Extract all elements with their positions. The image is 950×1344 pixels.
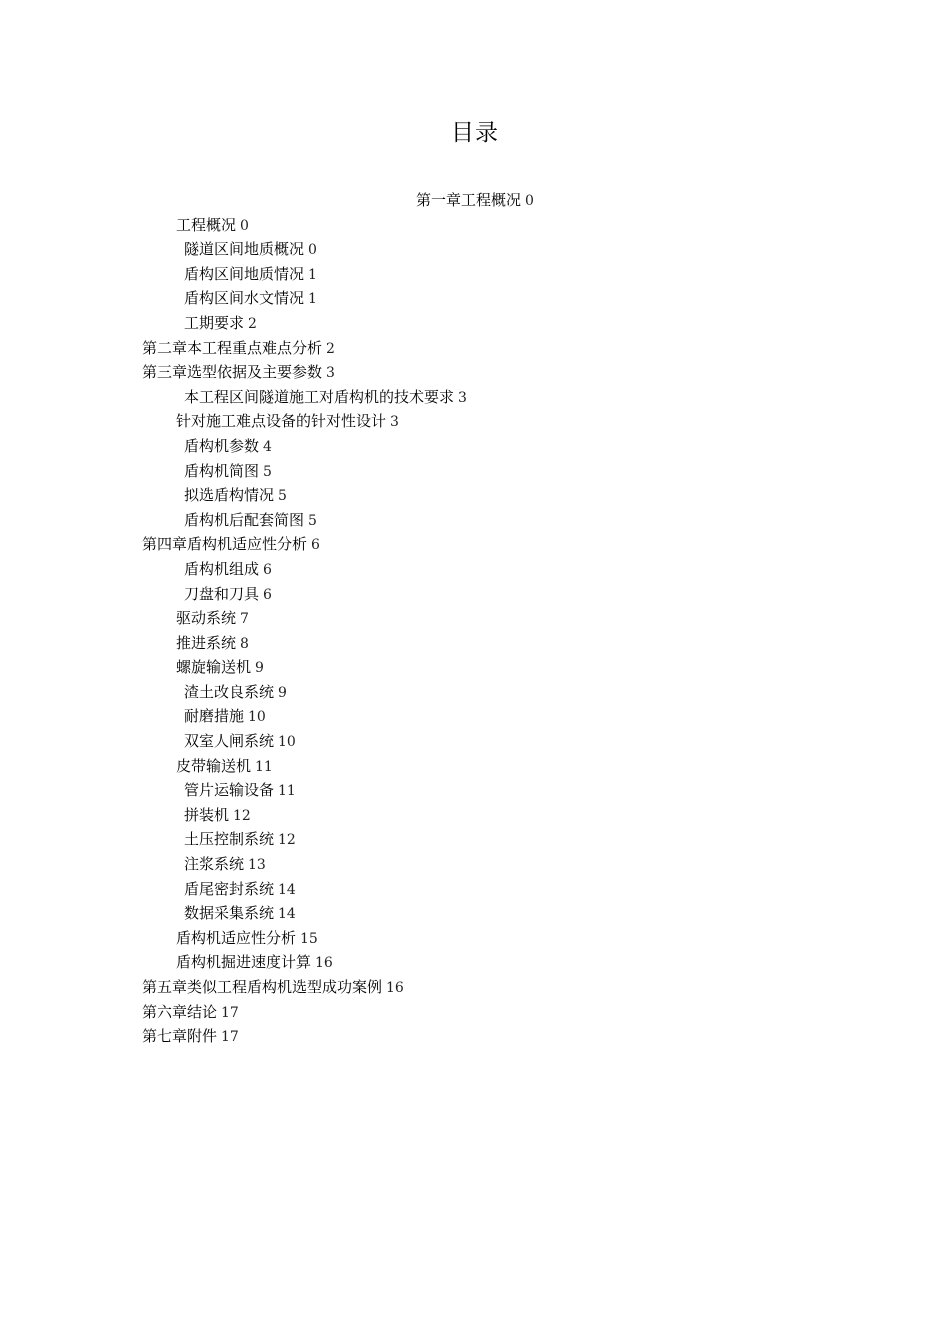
toc-entry-title: 第六章结论 bbox=[142, 1002, 218, 1021]
toc-entry-page-number: 2 bbox=[248, 315, 257, 332]
toc-entry[interactable] bbox=[0, 729, 950, 754]
toc-entry-title: 推进系统 bbox=[176, 633, 237, 652]
toc-entry[interactable] bbox=[0, 311, 950, 336]
toc-entry-title: 驱动系统 bbox=[176, 609, 237, 628]
toc-entry[interactable] bbox=[0, 655, 950, 680]
toc-entry-title: 渣土改良系统 bbox=[184, 682, 275, 701]
toc-entry-title: 耐磨措施 bbox=[184, 707, 245, 726]
toc-entry-page-number: 17 bbox=[221, 1029, 239, 1046]
toc-entry-page-number: 10 bbox=[278, 734, 296, 751]
toc-entry-title: 第七章附件 bbox=[142, 1027, 218, 1046]
toc-entry-title: 数据采集系统 bbox=[184, 904, 275, 923]
toc-entry[interactable] bbox=[0, 606, 950, 631]
toc-entry[interactable] bbox=[0, 1000, 950, 1025]
toc-entry[interactable] bbox=[0, 213, 950, 238]
toc-entry[interactable] bbox=[0, 877, 950, 902]
toc-entry[interactable] bbox=[0, 950, 950, 975]
toc-entry-title: 盾构区间水文情况 bbox=[184, 289, 305, 308]
toc-entry[interactable] bbox=[0, 336, 950, 361]
toc-entry[interactable] bbox=[0, 778, 950, 803]
toc-entry-title: 盾构机组成 bbox=[184, 559, 260, 578]
toc-entry-page-number: 16 bbox=[386, 980, 404, 996]
toc-entry[interactable] bbox=[0, 582, 950, 607]
toc-entry-page-number: 4 bbox=[263, 438, 272, 455]
toc-entry-title: 双室人闸系统 bbox=[184, 732, 275, 751]
toc-entry-title: 管片运输设备 bbox=[184, 781, 275, 800]
toc-entry[interactable] bbox=[0, 754, 950, 779]
toc-entry[interactable] bbox=[0, 803, 950, 828]
toc-entry-title: 第一章工程概况 bbox=[416, 191, 522, 209]
toc-entry-page-number: 14 bbox=[278, 881, 296, 898]
toc-entry-title: 第五章类似工程盾构机选型成功案例 bbox=[142, 978, 383, 996]
toc-entry-title: 盾构区间地质情况 bbox=[184, 264, 305, 283]
toc-entry-page-number: 0 bbox=[525, 193, 534, 209]
toc-entry-page-number: 5 bbox=[278, 488, 287, 505]
toc-entry-title: 拼装机 bbox=[184, 805, 230, 824]
toc-entry-page-number: 12 bbox=[278, 832, 296, 849]
toc-entry[interactable] bbox=[0, 631, 950, 656]
toc-entry-title: 工期要求 bbox=[184, 313, 245, 332]
toc-entry-page-number: 3 bbox=[326, 365, 335, 382]
toc-entry-page-number: 13 bbox=[248, 857, 266, 874]
toc-entry[interactable] bbox=[0, 508, 950, 533]
toc-entry[interactable] bbox=[0, 926, 950, 951]
toc-entry-page-number: 10 bbox=[248, 709, 266, 726]
toc-entry-title: 工程概况 bbox=[176, 215, 237, 234]
toc-entry-page-number: 9 bbox=[255, 660, 264, 677]
toc-entry[interactable] bbox=[0, 262, 950, 287]
toc-entry-page-number: 16 bbox=[315, 955, 333, 972]
toc-entry-page-number: 7 bbox=[240, 611, 249, 628]
toc-entry-title: 盾构机参数 bbox=[184, 436, 260, 455]
toc-entry-page-number: 1 bbox=[308, 266, 317, 283]
toc-entry-title: 盾构机掘进速度计算 bbox=[176, 953, 312, 972]
toc-entry-title: 刀盘和刀具 bbox=[184, 584, 260, 603]
toc-entry-page-number: 0 bbox=[308, 242, 317, 259]
toc-entry-title: 第二章本工程重点难点分析 bbox=[142, 338, 323, 357]
toc-entry[interactable] bbox=[0, 827, 950, 852]
toc-entry-title: 盾构机后配套简图 bbox=[184, 510, 305, 529]
toc-entry-title: 螺旋输送机 bbox=[176, 658, 252, 677]
toc-entry[interactable] bbox=[0, 360, 950, 385]
toc-entry-title: 第四章盾构机适应性分析 bbox=[142, 535, 308, 554]
toc-entry[interactable] bbox=[0, 286, 950, 311]
toc-entry[interactable] bbox=[0, 188, 950, 213]
toc-entry-page-number: 11 bbox=[278, 783, 296, 800]
toc-entry-title: 土压控制系统 bbox=[184, 830, 275, 849]
toc-entry[interactable] bbox=[0, 385, 950, 410]
toc-entry[interactable] bbox=[0, 901, 950, 926]
toc-entry-title: 针对施工难点设备的针对性设计 bbox=[176, 412, 387, 431]
toc-entry-page-number: 6 bbox=[263, 586, 272, 603]
toc-entry-title: 注浆系统 bbox=[184, 855, 245, 874]
toc-entry-title: 盾构机简图 bbox=[184, 461, 260, 480]
toc-entry-page-number: 6 bbox=[311, 537, 320, 554]
toc-entry[interactable] bbox=[0, 852, 950, 877]
toc-entry-page-number: 8 bbox=[240, 635, 249, 652]
toc-entry-page-number: 17 bbox=[221, 1004, 239, 1021]
toc-entry-page-number: 3 bbox=[458, 389, 467, 406]
toc-entry-page-number: 9 bbox=[278, 684, 287, 701]
toc-entry-page-number: 1 bbox=[308, 291, 317, 308]
toc-entry-page-number: 12 bbox=[233, 807, 251, 824]
toc-entry[interactable] bbox=[0, 680, 950, 705]
toc-entry[interactable] bbox=[0, 409, 950, 434]
toc-entry-page-number: 11 bbox=[255, 758, 273, 775]
toc-entry-title: 皮带输送机 bbox=[176, 756, 252, 775]
toc-entry[interactable] bbox=[0, 459, 950, 484]
toc-entry[interactable] bbox=[0, 975, 950, 1000]
toc-entry-page-number: 2 bbox=[326, 340, 335, 357]
toc-entry-page-number: 5 bbox=[263, 463, 272, 480]
toc-entry-title: 本工程区间隧道施工对盾构机的技术要求 bbox=[184, 387, 455, 406]
toc-entry-title: 盾尾密封系统 bbox=[184, 879, 275, 898]
toc-entry-title: 隧道区间地质概况 bbox=[184, 240, 305, 259]
toc-entry-page-number: 15 bbox=[300, 930, 318, 947]
toc-entry-title: 第三章选型依据及主要参数 bbox=[142, 363, 323, 382]
toc-entry[interactable] bbox=[0, 557, 950, 582]
toc-entry-title: 盾构机适应性分析 bbox=[176, 928, 297, 947]
toc-entry[interactable] bbox=[0, 532, 950, 557]
toc-entry[interactable] bbox=[0, 1024, 950, 1049]
toc-entry[interactable] bbox=[0, 704, 950, 729]
toc-entry[interactable] bbox=[0, 483, 950, 508]
toc-entry-page-number: 6 bbox=[263, 561, 272, 578]
toc-entry[interactable] bbox=[0, 434, 950, 459]
toc-entry[interactable] bbox=[0, 237, 950, 262]
table-of-contents bbox=[0, 188, 950, 1049]
toc-entry-page-number: 0 bbox=[240, 217, 249, 234]
toc-entry-page-number: 14 bbox=[278, 906, 296, 923]
toc-entry-title: 拟选盾构情况 bbox=[184, 486, 275, 505]
page-title: 目录 bbox=[451, 120, 499, 146]
toc-entry-page-number: 5 bbox=[308, 512, 317, 529]
toc-entry-page-number: 3 bbox=[390, 414, 399, 431]
